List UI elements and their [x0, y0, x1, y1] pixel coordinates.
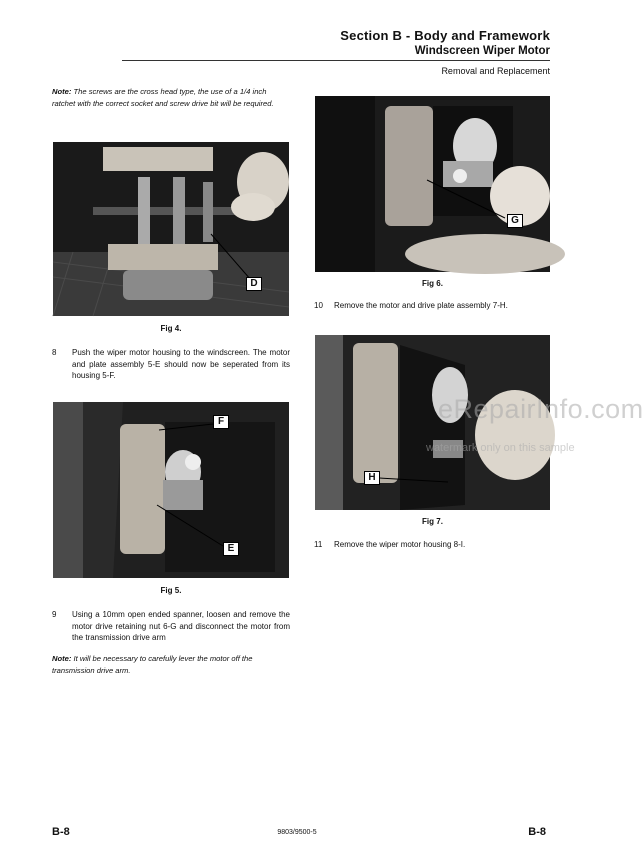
fig7-caption: Fig 7.: [422, 517, 443, 526]
callout-g: G: [507, 214, 523, 228]
watermark-notice: watermark only on this sample: [426, 442, 575, 454]
step-text: Push the wiper motor housing to the windscreen. The motor and plate assembly 5-E should now be seperated from its housing 5-F.: [72, 348, 290, 380]
watermark-brand: eRepairInfo.com: [438, 394, 644, 424]
topic-title: Removal and Replacement: [441, 66, 550, 76]
step-number: 10: [314, 301, 323, 310]
page-number-left: B-8: [52, 826, 70, 838]
callout-f: F: [213, 415, 229, 429]
callout-e: E: [223, 542, 239, 556]
callout-d: D: [246, 277, 262, 291]
section-title: Section B - Body and Framework: [340, 28, 550, 43]
fig5-photo: [53, 402, 289, 578]
note-ratchet: [52, 86, 290, 110]
note-text: The screws are the cross head type, the use of a 1/4 inch ratchet with the correct socket and screw drive bit will be required.: [52, 87, 274, 108]
note-label: Note:: [52, 87, 72, 96]
step-11: [314, 539, 552, 553]
fig5-caption: Fig 5.: [160, 586, 182, 595]
step-number: 8: [52, 348, 57, 357]
page-number-right: B-8: [528, 826, 546, 838]
step-10: [314, 300, 552, 314]
step-number: 9: [52, 610, 57, 619]
step-text: Remove the wiper motor housing 8-I.: [334, 540, 466, 549]
callout-h: H: [364, 471, 380, 485]
step-9: [52, 609, 290, 645]
fig6-caption: Fig 6.: [422, 279, 443, 288]
step-text: Remove the motor and drive plate assembly 7-H.: [334, 301, 508, 310]
fig4-caption: Fig 4.: [160, 324, 182, 333]
header-rule: [122, 60, 550, 61]
note-text: It will be necessary to carefully lever the motor off the transmission drive arm.: [52, 654, 253, 675]
step-number: 11: [314, 540, 323, 549]
subsection-title: Windscreen Wiper Motor: [414, 45, 550, 57]
fig7-photo: [315, 335, 550, 510]
step-text: Using a 10mm open ended spanner, loosen and remove the motor drive retaining nut 6-G and disconnect the motor from the transmission drive arm: [72, 610, 290, 642]
fig6-photo: [315, 96, 550, 272]
document-number: 9803/9500-5: [277, 829, 317, 836]
note-lever: [52, 653, 290, 677]
note-label: Note:: [52, 654, 72, 663]
step-8: [52, 347, 290, 383]
